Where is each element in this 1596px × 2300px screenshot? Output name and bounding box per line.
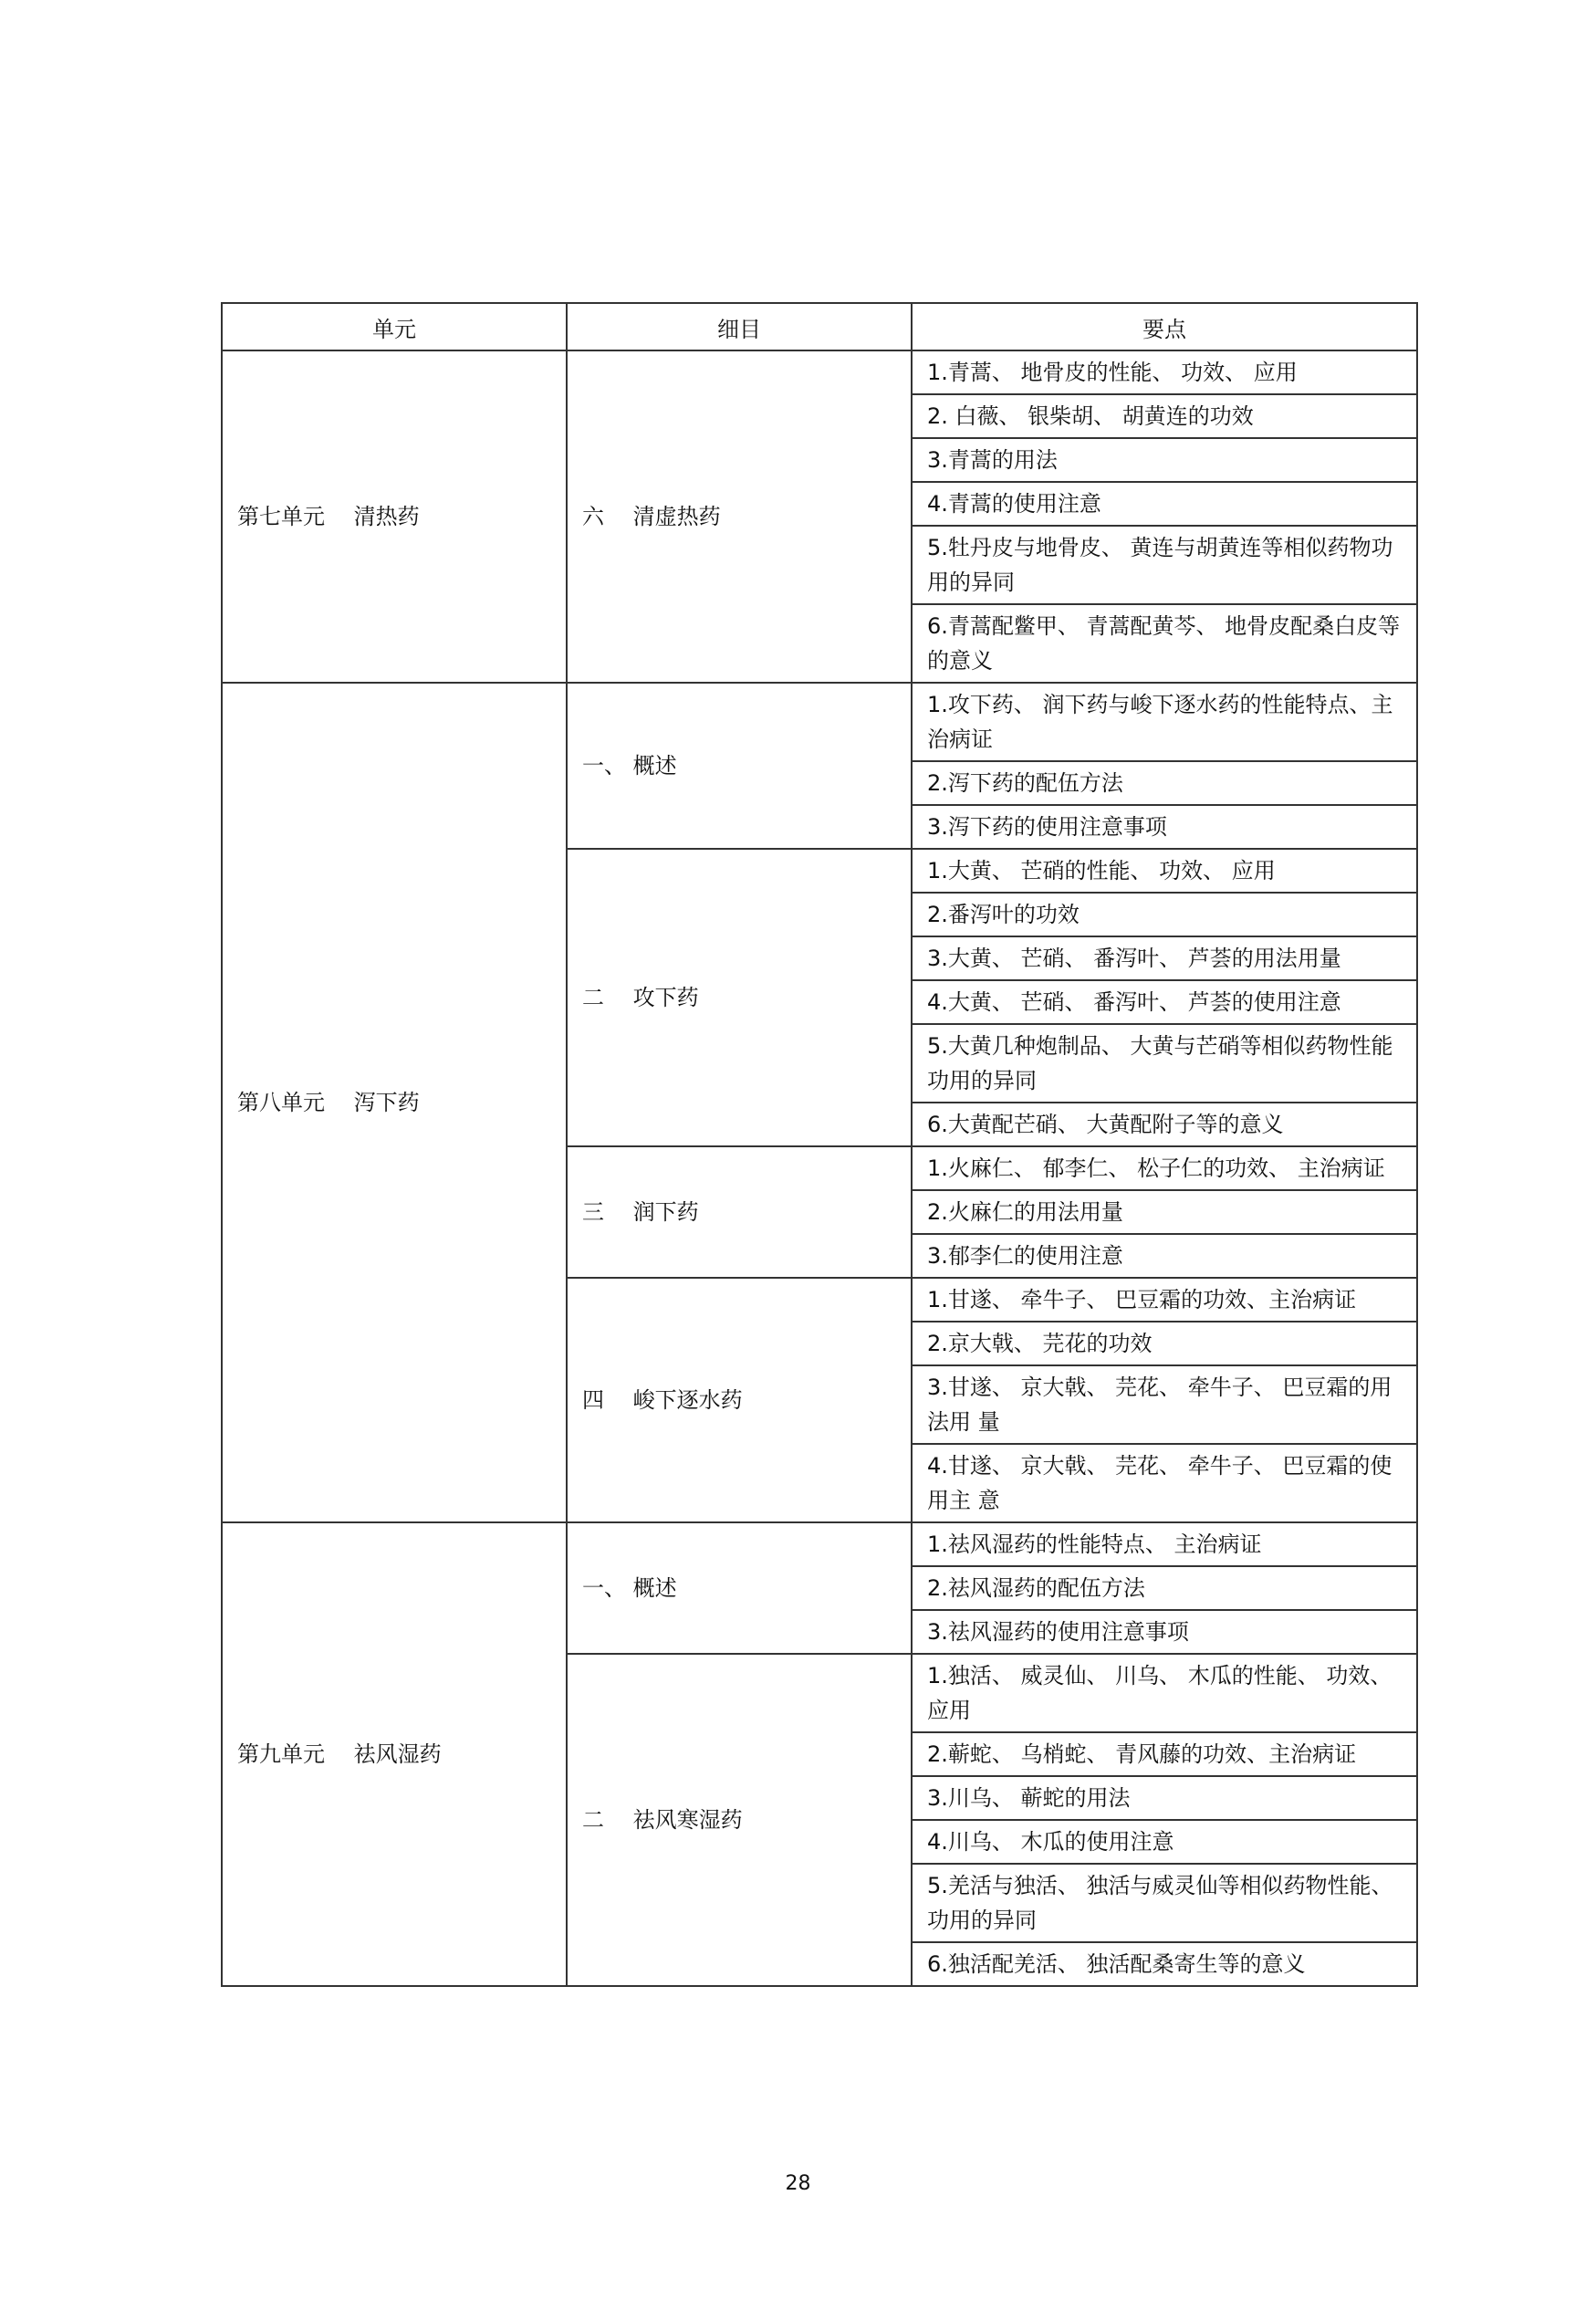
table-body xyxy=(222,350,1417,1986)
point-cell: 2. 白薇、 银柴胡、 胡黄连的功效 xyxy=(912,394,1417,438)
point-cell: 1.甘遂、 牵牛子、 巴豆霜的功效、主治病证 xyxy=(912,1278,1417,1322)
syllabus-table xyxy=(221,302,1418,1987)
point-cell: 1.祛风湿药的性能特点、 主治病证 xyxy=(912,1522,1417,1566)
point-cell: 6.青蒿配鳖甲、 青蒿配黄芩、 地骨皮配桑白皮等的意义 xyxy=(912,604,1417,683)
item-cell: 六 清虚热药 xyxy=(567,350,912,683)
point-cell: 3.祛风湿药的使用注意事项 xyxy=(912,1610,1417,1654)
point-cell: 3.川乌、 蕲蛇的用法 xyxy=(912,1776,1417,1820)
item-cell: 一、 概述 xyxy=(567,1522,912,1654)
point-cell: 3.青蒿的用法 xyxy=(912,438,1417,482)
point-cell: 4.甘遂、 京大戟、 芫花、 牵牛子、 巴豆霜的使用主 意 xyxy=(912,1444,1417,1522)
point-cell: 6.独活配羌活、 独活配桑寄生等的意义 xyxy=(912,1942,1417,1986)
point-cell: 1.独活、 威灵仙、 川乌、 木瓜的性能、 功效、 应用 xyxy=(912,1654,1417,1732)
point-cell: 3.甘遂、 京大戟、 芫花、 牵牛子、 巴豆霜的用法用 量 xyxy=(912,1365,1417,1444)
header-item: 细目 xyxy=(567,303,912,350)
unit-cell: 第七单元 清热药 xyxy=(222,350,567,683)
point-cell: 5.牡丹皮与地骨皮、 黄连与胡黄连等相似药物功用的异同 xyxy=(912,526,1417,604)
point-cell: 4.青蒿的使用注意 xyxy=(912,482,1417,526)
point-cell: 4.川乌、 木瓜的使用注意 xyxy=(912,1820,1417,1864)
point-cell: 3.泻下药的使用注意事项 xyxy=(912,805,1417,849)
item-cell: 二 攻下药 xyxy=(567,849,912,1146)
point-cell: 2.泻下药的配伍方法 xyxy=(912,761,1417,805)
table-row xyxy=(222,683,1417,761)
point-cell: 2.番泻叶的功效 xyxy=(912,893,1417,936)
item-cell: 四 峻下逐水药 xyxy=(567,1278,912,1522)
point-cell: 2.火麻仁的用法用量 xyxy=(912,1190,1417,1234)
header-points: 要点 xyxy=(912,303,1417,350)
table-header-row xyxy=(222,303,1417,350)
point-cell: 2.蕲蛇、 乌梢蛇、 青风藤的功效、主治病证 xyxy=(912,1732,1417,1776)
point-cell: 6.大黄配芒硝、 大黄配附子等的意义 xyxy=(912,1103,1417,1146)
unit-cell: 第八单元 泻下药 xyxy=(222,683,567,1522)
item-cell: 三 润下药 xyxy=(567,1146,912,1278)
table-row xyxy=(222,350,1417,394)
point-cell: 4.大黄、 芒硝、 番泻叶、 芦荟的使用注意 xyxy=(912,980,1417,1024)
point-cell: 2.祛风湿药的配伍方法 xyxy=(912,1566,1417,1610)
point-cell: 2.京大戟、 芫花的功效 xyxy=(912,1322,1417,1365)
point-cell: 3.郁李仁的使用注意 xyxy=(912,1234,1417,1278)
point-cell: 3.大黄、 芒硝、 番泻叶、 芦荟的用法用量 xyxy=(912,936,1417,980)
point-cell: 1.攻下药、 润下药与峻下逐水药的性能特点、主治病证 xyxy=(912,683,1417,761)
point-cell: 5.羌活与独活、 独活与威灵仙等相似药物性能、 功用的异同 xyxy=(912,1864,1417,1942)
table-row xyxy=(222,1522,1417,1566)
item-cell: 一、 概述 xyxy=(567,683,912,849)
item-cell: 二 祛风寒湿药 xyxy=(567,1654,912,1986)
point-cell: 5.大黄几种炮制品、 大黄与芒硝等相似药物性能功用的异同 xyxy=(912,1024,1417,1103)
point-cell: 1.火麻仁、 郁李仁、 松子仁的功效、 主治病证 xyxy=(912,1146,1417,1190)
header-unit: 单元 xyxy=(222,303,567,350)
page-number: 28 xyxy=(785,2172,811,2195)
unit-cell: 第九单元 祛风湿药 xyxy=(222,1522,567,1986)
point-cell: 1.青蒿、 地骨皮的性能、 功效、 应用 xyxy=(912,350,1417,394)
point-cell: 1.大黄、 芒硝的性能、 功效、 应用 xyxy=(912,849,1417,893)
